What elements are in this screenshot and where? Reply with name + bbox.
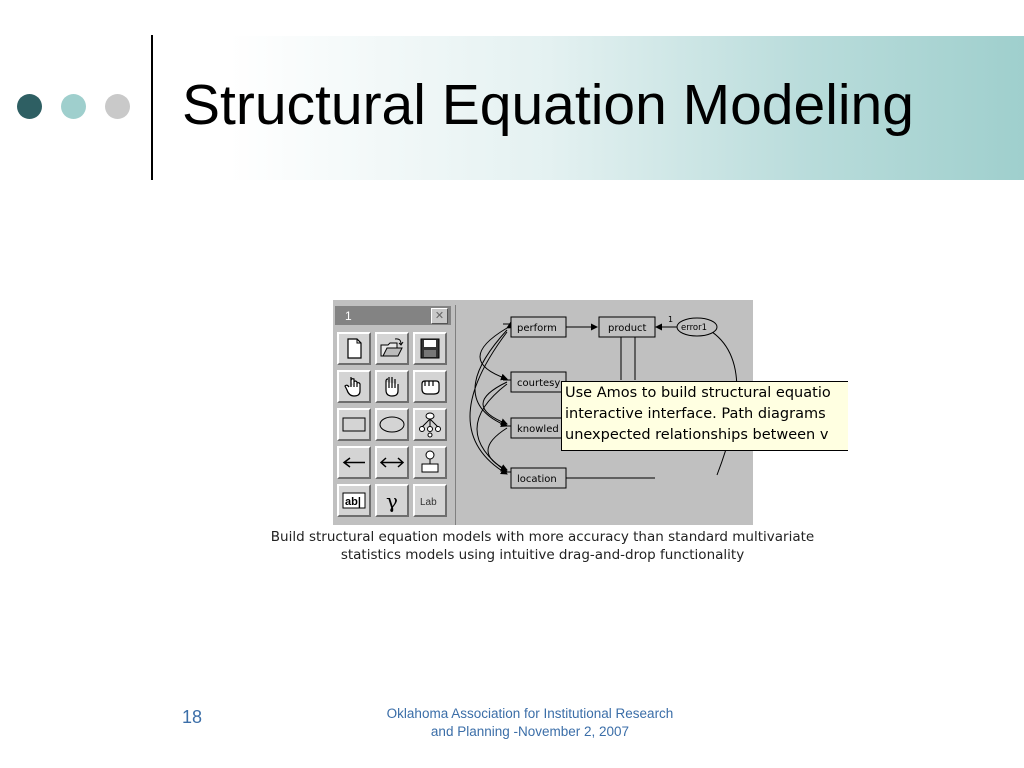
decorative-dot-dark (17, 94, 42, 119)
error-weight: 1 (668, 315, 674, 324)
rectangle-icon (339, 410, 369, 439)
tooltip-line-3: unexpected relationships between v (565, 427, 829, 443)
single-arrow-icon (339, 448, 369, 477)
save-disk-icon (415, 334, 445, 363)
list-variables-button[interactable] (375, 484, 409, 517)
text-ab-icon (339, 486, 369, 515)
double-arrow-icon (377, 448, 407, 477)
open-file-button[interactable] (375, 332, 409, 365)
tooltip-line-2: interactive interface. Path diagrams (565, 406, 826, 422)
draw-unobserved-button[interactable] (375, 408, 409, 441)
caption-line-2: statistics models using intuitive drag-and-drop functionality (340, 547, 745, 563)
slide-title: Structural Equation Modeling (182, 73, 914, 137)
slide-number: 18 (182, 707, 203, 727)
new-file-button[interactable] (337, 332, 371, 365)
open-folder-icon (377, 334, 407, 363)
gamma-icon (377, 486, 407, 515)
hand-open-icon (377, 372, 407, 401)
add-unique-variable-button[interactable] (413, 446, 447, 479)
hand-point-icon (339, 372, 369, 401)
draw-indicator-button[interactable] (413, 408, 447, 441)
new-file-icon (339, 334, 369, 363)
tooltip-line-1: Use Amos to build structural equatio (565, 385, 831, 401)
node-error1: error1 (681, 323, 707, 333)
draw-path-button[interactable] (337, 446, 371, 479)
decorative-dot-teal (61, 94, 86, 119)
deselect-all-button[interactable] (413, 370, 447, 403)
node-perform: perform (517, 323, 557, 334)
label-button[interactable] (413, 484, 447, 517)
caption-line-1: Build structural equation models with more accuracy than standard multivariate (270, 529, 815, 545)
save-button[interactable] (413, 332, 447, 365)
ellipse-icon (377, 410, 407, 439)
amos-tooltip (561, 381, 848, 451)
node-knowled: knowled (517, 424, 559, 435)
select-all-button[interactable] (375, 370, 409, 403)
hand-grab-icon (415, 372, 445, 401)
latent-object-icon (415, 448, 445, 477)
toolbox-title: 1 (345, 309, 352, 323)
draw-covariance-button[interactable] (375, 446, 409, 479)
node-courtesy: courtesy (517, 378, 561, 389)
node-product: product (608, 323, 647, 334)
label-icon (415, 486, 445, 515)
amos-toolbox (333, 305, 456, 525)
select-one-button[interactable] (337, 370, 371, 403)
lab-label: Lab (420, 497, 437, 508)
decorative-dot-gray (105, 94, 130, 119)
footer-line-2: and Planning -November 2, 2007 (430, 724, 630, 739)
toolbox-titlebar (335, 306, 451, 325)
text-tool-label: ab| (345, 496, 361, 508)
figure-caption-button[interactable] (337, 484, 371, 517)
title-divider (151, 35, 153, 180)
indicator-tree-icon (415, 410, 445, 439)
footer-line-1: Oklahoma Association for Institutional Research (386, 706, 674, 721)
draw-observed-button[interactable] (337, 408, 371, 441)
gamma-label: γ (386, 489, 398, 513)
close-icon[interactable]: ✕ (431, 308, 448, 324)
node-location: location (517, 474, 557, 485)
